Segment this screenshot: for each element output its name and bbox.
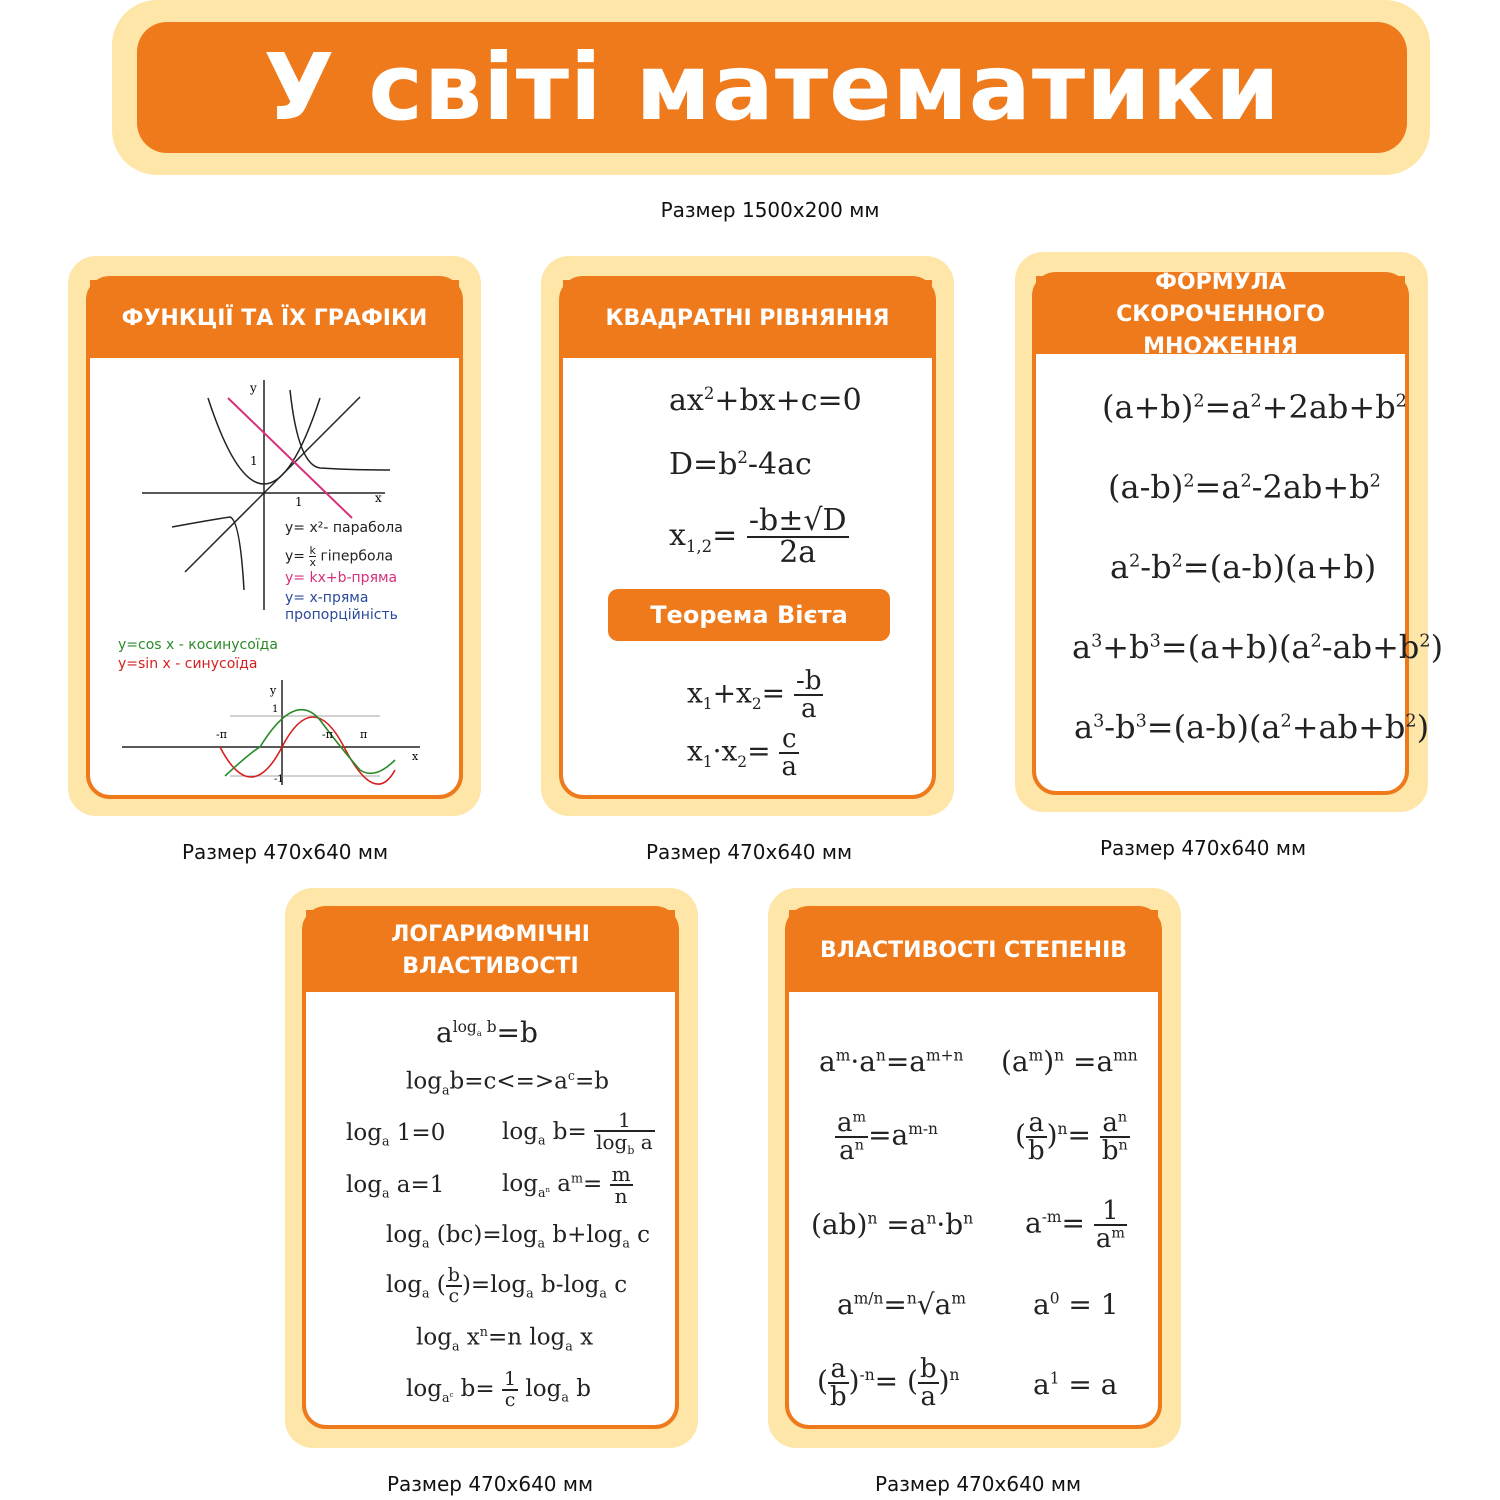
formula-log-base-power: $\log_{a^c} b=$ $\frac{1}{c}$ $\log_a b$ [406,1368,591,1411]
legend-line: y= kx+b-пряма [285,570,398,586]
poster-functions-size: Размер 470x640 мм [181,840,389,864]
formula-pow-one: $a^1 = a$ [1033,1368,1118,1401]
legend-parabola: y= x²- парабола [285,520,403,536]
svg-text:π: π [360,728,368,741]
svg-text:1: 1 [295,495,303,509]
formula-sum-cubes: $a^3+b^3=(a+b)(a^2-ab+b^2)$ [1072,628,1444,666]
poster-powers [785,906,1162,1429]
formula-log-basic: $a^{log_a b}=b$ [436,1016,538,1049]
legend-sin: y=sin x - синусоїда [118,656,258,672]
formula-pow-product: $(ab)^n =a^n\cdot b^n$ [811,1208,974,1241]
svg-text:-π: -π [322,728,333,741]
formula-vieta-sum: $x_1+x_2=$ $\frac{-b}{a}$ [687,666,822,724]
formula-pow-div: $\frac{a^m}{a^n}$ $=a^{m-n}$ [837,1108,938,1166]
poster-title: ФОРМУЛА СКОРОЧЕННОГО МНОЖЕННЯ [1036,276,1405,354]
formula-roots: $x_{1,2}=$ $\frac{-b\pm√D}{2a}$ [669,503,847,570]
svg-text:y: y [270,684,277,697]
legend-hyperbola: гіпербола [320,548,394,565]
legend-hyperbola-formula: y= $\frac{k}{x}$ гіпербола [285,544,394,569]
formula-pow-neg: $a^{-m}=$ $\frac{1}{a^m}$ [1025,1196,1125,1254]
poster-log [302,906,679,1429]
formula-log-exp: $\log_a x^n=n$ $\log_a x$ [416,1324,594,1354]
svg-text:x: x [412,750,419,763]
formula-diff-squares: $a^2-b^2=(a-b)(a+b)$ [1110,548,1377,586]
banner [137,22,1407,153]
poster-title: КВАДРАТНІ РІВНЯННЯ [563,280,932,358]
poster-quadratic [559,276,936,799]
formula-log-product: $\log_a (bc)=\log_a$ $b+\log_a$ c [386,1222,651,1251]
formula-vieta-product: $x_1\cdot x_2=$ $\frac{c}{a}$ [687,724,797,782]
banner-title: У світі математики [263,34,1281,141]
formula-log-recip: $\log_a b=$ $\frac{1}{\log_b a}$ [502,1108,653,1157]
banner-size: Размер 1500x200 мм [660,198,880,222]
poster-functions [86,276,463,799]
poster-short-mult [1032,270,1444,795]
poster-quadratic-size: Размер 470x640 мм [645,840,853,864]
svg-text:1: 1 [272,704,279,715]
legend-prop1: y= x-пряма [285,590,369,606]
formula-pow-frac: ( $\frac{a}{b}$ )$^n$= $\frac{a^n}{b^n}$ [1015,1108,1128,1166]
formula-log-quotient: $\log_a$ ( $\frac{b}{c}$ )$=\log_a$ $b-\log_a$ c [386,1264,628,1307]
functions-graphs [90,280,467,803]
poster-title: ЛОГАРИФМІЧНІ ВЛАСТИВОСТІ [306,910,675,992]
svg-text:-π: -π [216,728,227,741]
vieta-title: Теорема Вієта [608,589,890,641]
poster-short-mult-size: Размер 470x640 мм [1099,836,1307,860]
poster-title: ФУНКЦІЇ ТА ЇХ ГРАФІКИ [90,280,459,358]
formula-log-one: $\log_a 1=0$ [346,1120,446,1149]
poster-title: ВЛАСТИВОСТІ СТЕПЕНІВ [789,910,1158,992]
formula-discriminant: $D=b^2-4ac$ [669,447,812,482]
formula-pow-zero: $a^0 = 1$ [1033,1288,1119,1321]
formula-pow-mult: $a^m\cdot a^n=a^{m+n}$ [819,1045,964,1078]
formula-square-sum: $(a+b)^2=a^2+2ab+b^2$ [1102,388,1407,426]
formula-pow-pow: $(a^m)^n =a^{mn}$ [1001,1045,1138,1078]
svg-text:y: y [250,381,257,395]
legend-cos: y=cos x - косинусоїда [118,637,278,653]
formula-pow-neg-frac: ( $\frac{a}{b}$ )$^{-n}$= ( $\frac{b}{a}$ )$^n$ [817,1354,960,1412]
legend-prop2: пропорційність [285,607,398,623]
formula-square-diff: $(a-b)^2=a^2-2ab+b^2$ [1108,468,1381,506]
poster-log-size: Размер 470x640 мм [386,1472,594,1496]
formula-quadratic: $ax^2+bx+c=0$ [669,383,862,418]
svg-text:-1: -1 [274,774,284,785]
poster-powers-size: Размер 470x640 мм [874,1472,1082,1496]
formula-log-power: $\log_{a^n} a^m=$ $\frac{m}{n}$ [502,1162,631,1208]
formula-diff-cubes: $a^3-b^3=(a-b)(a^2+ab+b^2)$ [1074,708,1430,746]
svg-text:1: 1 [250,454,258,468]
formula-log-def: $\log_ab=c<=>a^c=b$ [406,1068,609,1098]
svg-text:x: x [375,491,382,505]
formula-log-self: $\log_a a=1$ [346,1172,445,1201]
formula-pow-root: $a^{m/n}=^n√a^m$ [837,1288,966,1321]
